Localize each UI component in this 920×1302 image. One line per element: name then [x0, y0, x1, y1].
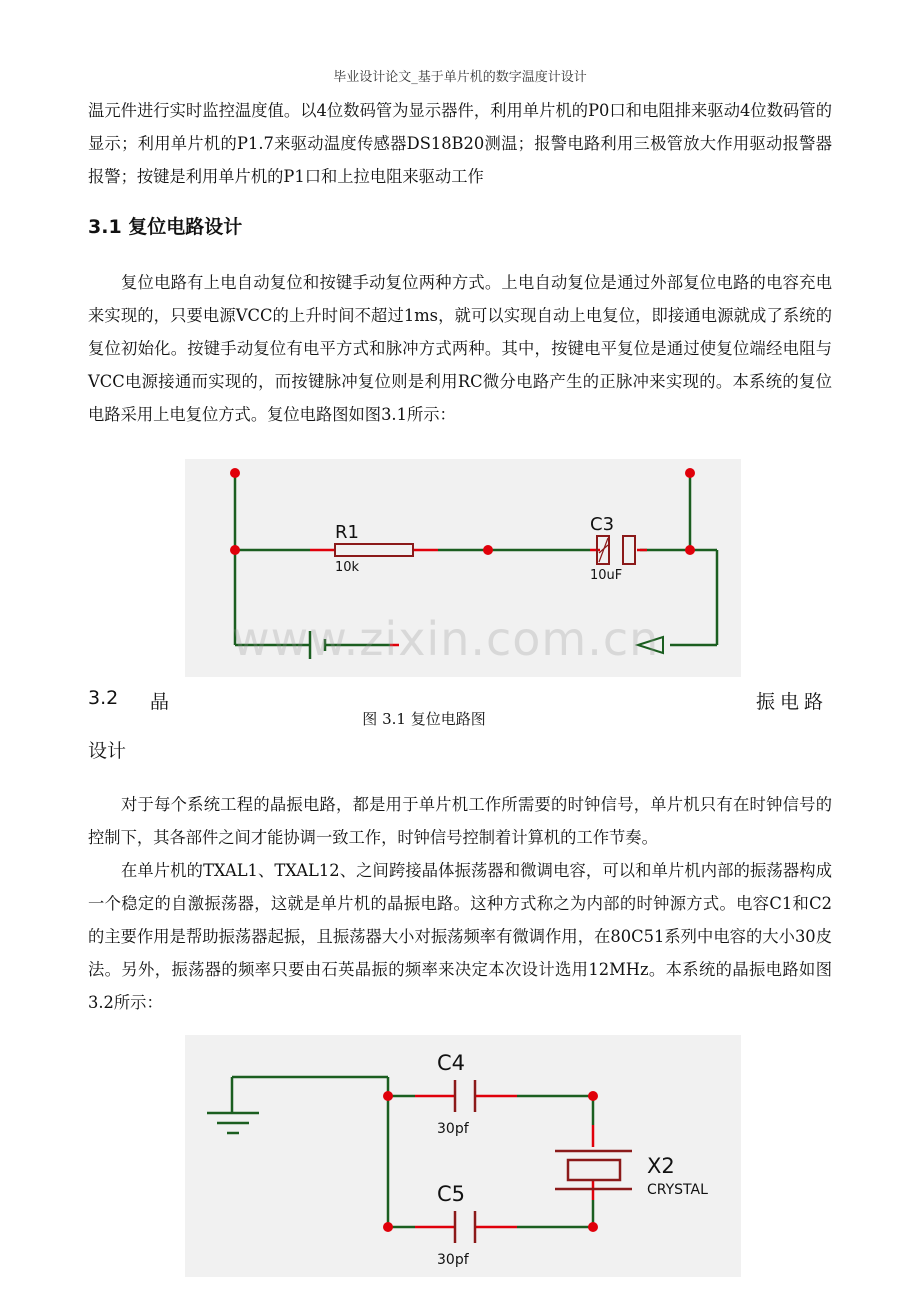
x2-value: CRYSTAL [647, 1182, 708, 1198]
section-3-1-paragraph: 复位电路有上电自动复位和按键手动复位两种方式。上电自动复位是通过外部复位电路的电容充电来实现的，只要电源VCC的上升时间不超过1ms，就可以实现自动上电复位，即接通电源就成了系统的复位初始化。按键手动复位有电平方式和脉冲方式两种。其中，按键电平复位是通过使复位端经电阻与VCC电源接通而实现的，而按键脉冲复位则是利用RC微分电路产生的正脉冲来实现的。本系统的复位电路采用上电复位方式。复位电路图如图3.1所示： [88, 273, 832, 424]
section-3-2-title-part2: 振电路 [756, 691, 829, 713]
r1-value: 10k [335, 560, 360, 575]
section-3-2-title-part3: 设计 [88, 740, 127, 762]
section-3-1-title: 3.1 复位电路设计 [88, 216, 243, 238]
c4-value: 30pf [437, 1121, 469, 1137]
page-header: 毕业设计论文_基于单片机的数字温度计设计 [333, 70, 587, 85]
r1-label: R1 [335, 522, 359, 543]
x2-label: X2 [647, 1154, 675, 1178]
section-3-2-number: 3.2 [88, 687, 119, 709]
c3-value: 10uF [590, 568, 623, 583]
section-3-2-paragraph-1: 对于每个系统工程的晶振电路，都是用于单片机工作所需要的时钟信号，单片机只有在时钟信号的控制下，其各部件之间才能协调一致工作，时钟信号控制着计算机的工作节奏。 [88, 795, 832, 847]
figure-3-1-caption: 图 3.1 复位电路图 [362, 710, 486, 728]
c4-label: C4 [437, 1051, 466, 1075]
section-3-2-paragraph-2: 在单片机的TXAL1、TXAL12、之间跨接晶体振荡器和微调电容，可以和单片机内部的振荡器构成一个稳定的自激振荡器，这就是单片机的晶振电路。这种方式称之为内部的时钟源方式。电容C1和C2的主要作用是帮助振荡器起振，且振荡器大小对振荡频率有微调作用，在80C51系列中电容的大小30皮法。另外，振荡器的频率只要由石英晶振的频率来决定本次设计选用12MHz。本系统的晶振电路如图3.2所示： [88, 861, 832, 1012]
c5-label: C5 [437, 1182, 466, 1206]
crystal-circuit-figure [185, 1035, 741, 1277]
section-3-2-title-part1: 晶 [150, 691, 170, 713]
watermark: www.zixin.com.cn [232, 612, 660, 666]
crystal-circuit-diagram [185, 1035, 741, 1277]
intro-paragraph: 温元件进行实时监控温度值。以4位数码管为显示器件，利用单片机的P0口和电阻排来驱动4位数码管的显示；利用单片机的P1.7来驱动温度传感器DS18B20测温；报警电路利用三极管放大作用驱动报警器报警；按键是利用单片机的P1口和上拉电阻来驱动工作 [88, 101, 832, 186]
c3-label: C3 [590, 514, 615, 535]
c5-value: 30pf [437, 1252, 469, 1268]
